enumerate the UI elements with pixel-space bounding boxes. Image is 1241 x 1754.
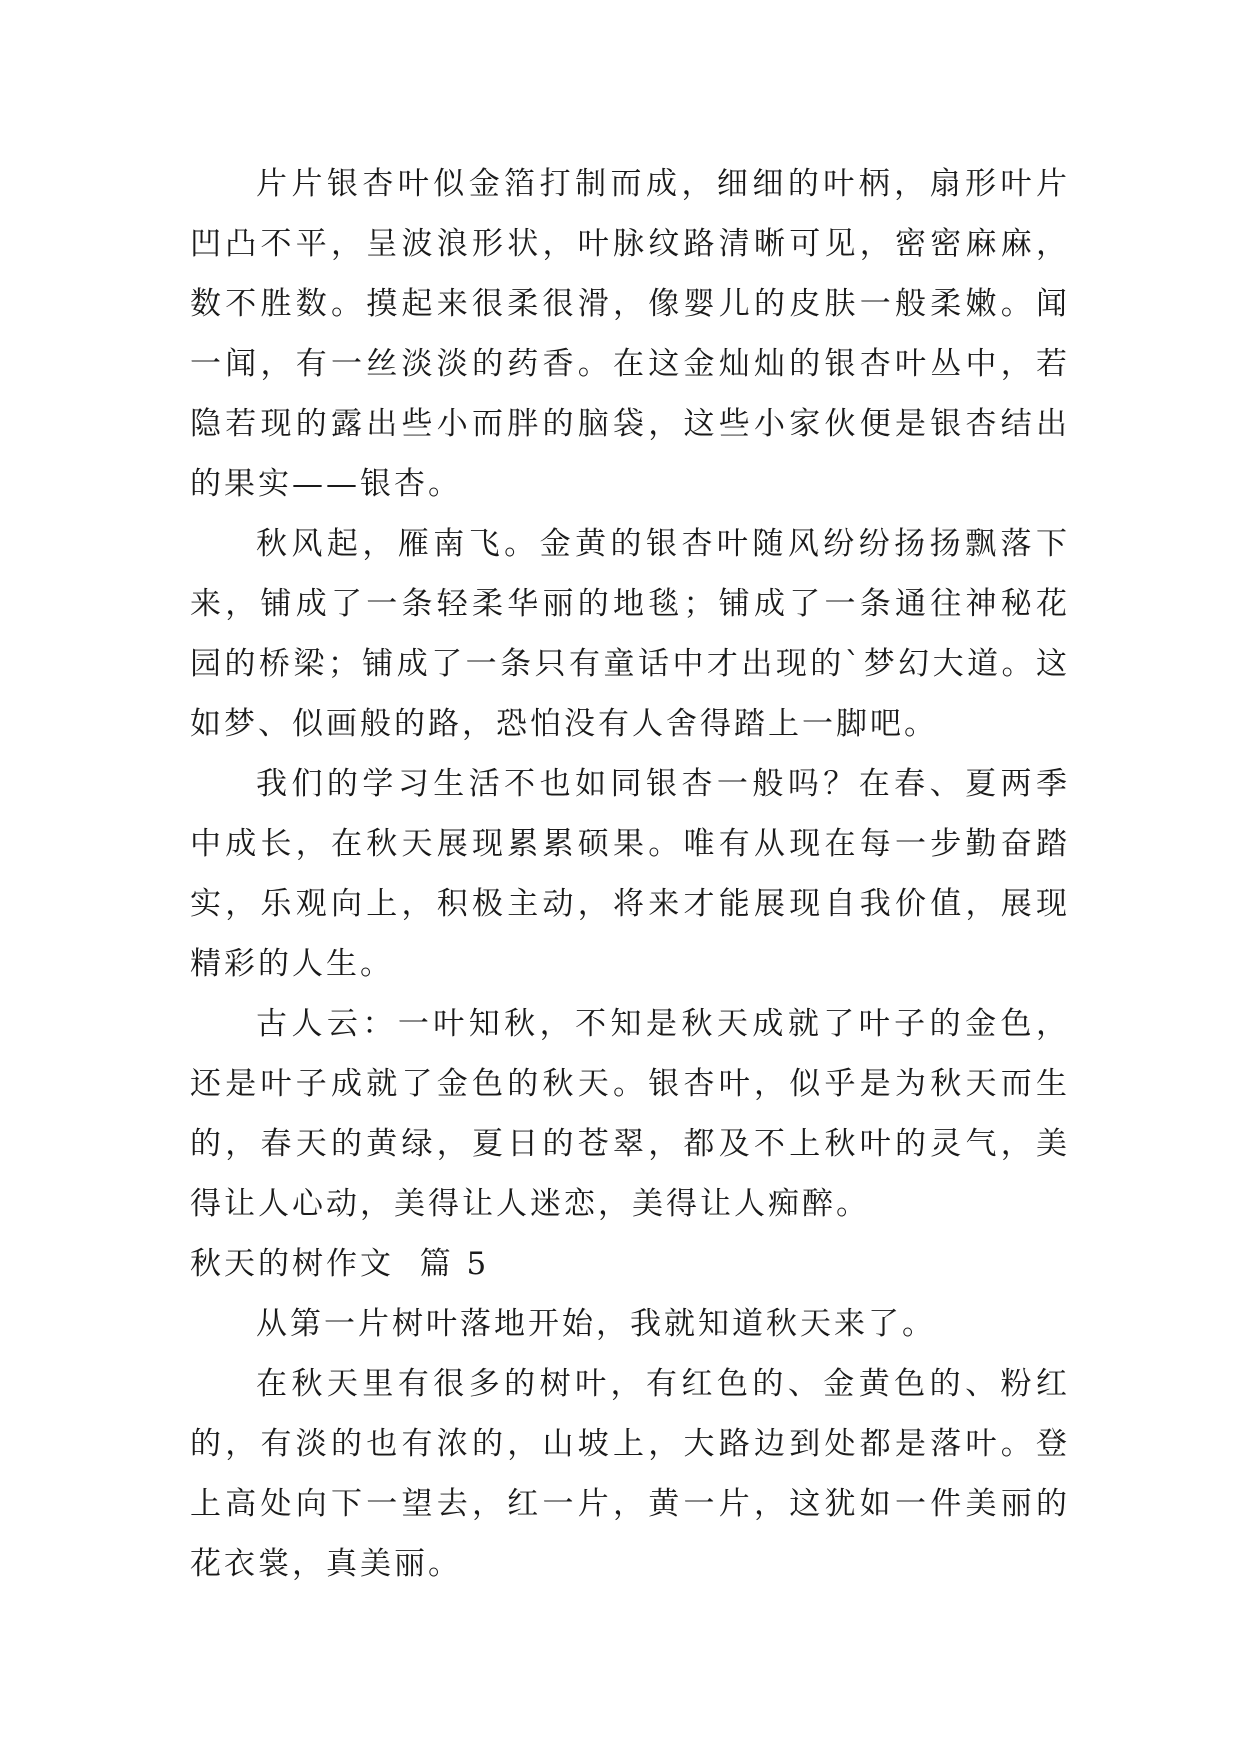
paragraph-many-leaves: 在秋天里有很多的树叶，有红色的、金黄色的、粉红的，有淡的也有浓的，山坡上，大路边到处都是落叶。登上高处向下一望去，红一片，黄一片，这犹如一件美丽的花衣裳，真美丽。 xyxy=(190,1366,1070,1582)
paragraph-ancient-saying: 古人云：一叶知秋，不知是秋天成就了叶子的金色，还是叶子成就了金色的秋天。银杏叶，似乎是为秋天而生的，春天的黄绿，夏日的苍翠，都及不上秋叶的灵气，美得让人心动，美得让人迷恋，美得让人痴醉。 xyxy=(190,1006,1070,1222)
paragraph-first-leaf: 从第一片树叶落地开始，我就知道秋天来了。 xyxy=(256,1306,936,1342)
paragraph-autumn-wind: 秋风起，雁南飞。金黄的银杏叶随风纷纷扬扬飘落下来，铺成了一条轻柔华丽的地毯；铺成了一条通往神秘花园的桥梁；铺成了一条只有童话中才出现的`梦幻大道。这如梦、似画般的路，恐怕没有人舍得踏上一脚吧。 xyxy=(190,526,1070,742)
paragraph-study-life: 我们的学习生活不也如同银杏一般吗？在春、夏两季中成长，在秋天展现累累硕果。唯有从现在每一步勤奋踏实，乐观向上，积极主动，将来才能展现自我价值，展现精彩的人生。 xyxy=(190,766,1070,982)
document-page xyxy=(190,154,1070,1594)
section-heading: 秋天的树作文 篇 5 xyxy=(190,1246,490,1282)
paragraph-ginkgo-leaves: 片片银杏叶似金箔打制而成，细细的叶柄，扇形叶片凹凸不平，呈波浪形状，叶脉纹路清晰可见，密密麻麻，数不胜数。摸起来很柔很滑，像婴儿的皮肤一般柔嫩。闻一闻，有一丝淡淡的药香。在这金灿灿的银杏叶丛中，若隐若现的露出些小而胖的脑袋，这些小家伙便是银杏结出的果实——银杏。 xyxy=(190,166,1070,502)
